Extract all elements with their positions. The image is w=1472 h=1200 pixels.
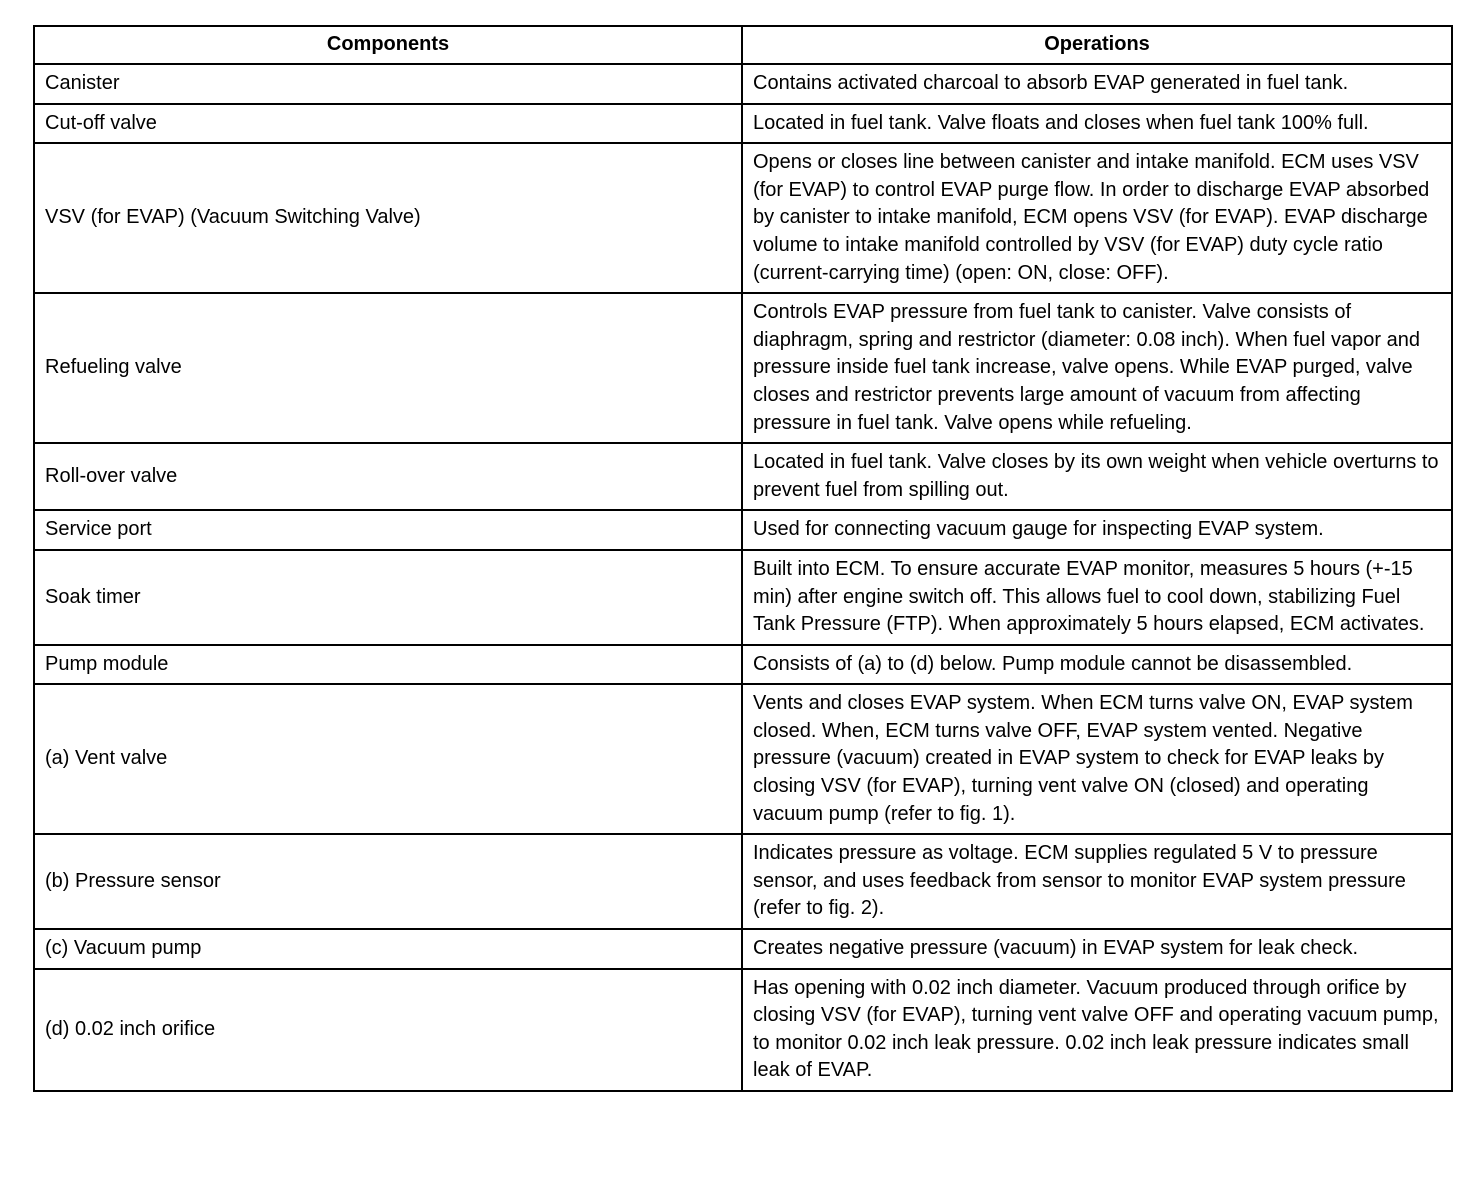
component-cell: (b) Pressure sensor (34, 834, 742, 929)
component-cell: (a) Vent valve (34, 684, 742, 834)
operation-cell: Controls EVAP pressure from fuel tank to canister. Valve consists of diaphragm, spring and restrictor (diameter: 0.08 inch). When fuel vapor and pressure inside fuel tank increase, valve opens. While EVAP purged, valve closes and restrictor prevents large amount of vacuum from affecting pressure in fuel tank. Valve opens while refueling. (742, 293, 1452, 443)
header-operations: Operations (742, 26, 1452, 64)
operation-cell: Has opening with 0.02 inch diameter. Vacuum produced through orifice by closing VSV (for EVAP), turning vent valve OFF and operating vacuum pump, to monitor 0.02 inch leak pressure. 0.02 inch leak pressure indicates small leak of EVAP. (742, 969, 1452, 1091)
operation-cell: Opens or closes line between canister and intake manifold. ECM uses VSV (for EVAP) to control EVAP purge flow. In order to discharge EVAP absorbed by canister to intake manifold, ECM opens VSV (for EVAP). EVAP discharge volume to intake manifold controlled by VSV (for EVAP) duty cycle ratio (current-carrying time) (open: ON, close: OFF). (742, 143, 1452, 293)
evap-components-table (33, 25, 1453, 1092)
operation-cell: Indicates pressure as voltage. ECM supplies regulated 5 V to pressure sensor, and uses feedback from sensor to monitor EVAP system pressure (refer to fig. 2). (742, 834, 1452, 929)
operation-cell: Used for connecting vacuum gauge for inspecting EVAP system. (742, 510, 1452, 550)
operation-cell: Contains activated charcoal to absorb EVAP generated in fuel tank. (742, 64, 1452, 104)
component-cell: Refueling valve (34, 293, 742, 443)
table-row (34, 929, 1452, 969)
header-components: Components (34, 26, 742, 64)
table-row (34, 834, 1452, 929)
operation-cell: Located in fuel tank. Valve floats and closes when fuel tank 100% full. (742, 104, 1452, 144)
table-row (34, 143, 1452, 293)
component-cell: (d) 0.02 inch orifice (34, 969, 742, 1091)
operation-cell: Located in fuel tank. Valve closes by its own weight when vehicle overturns to prevent fuel from spilling out. (742, 443, 1452, 510)
component-cell: VSV (for EVAP) (Vacuum Switching Valve) (34, 143, 742, 293)
operation-cell: Built into ECM. To ensure accurate EVAP monitor, measures 5 hours (+-15 min) after engine switch off. This allows fuel to cool down, stabilizing Fuel Tank Pressure (FTP). When approximately 5 hours elapsed, ECM activates. (742, 550, 1452, 645)
component-cell: Soak timer (34, 550, 742, 645)
table-row (34, 443, 1452, 510)
table-row (34, 969, 1452, 1091)
component-cell: Roll-over valve (34, 443, 742, 510)
component-cell: Cut-off valve (34, 104, 742, 144)
table-row (34, 684, 1452, 834)
table-row (34, 293, 1452, 443)
table-row (34, 64, 1452, 104)
table-row (34, 645, 1452, 685)
table-row (34, 550, 1452, 645)
operation-cell: Creates negative pressure (vacuum) in EVAP system for leak check. (742, 929, 1452, 969)
component-cell: Canister (34, 64, 742, 104)
table-header-row (34, 26, 1452, 64)
operation-cell: Vents and closes EVAP system. When ECM turns valve ON, EVAP system closed. When, ECM turns valve OFF, EVAP system vented. Negative pressure (vacuum) created in EVAP system to check for EVAP leaks by closing VSV (for EVAP), turning vent valve ON (closed) and operating vacuum pump (refer to fig. 1). (742, 684, 1452, 834)
component-cell: (c) Vacuum pump (34, 929, 742, 969)
table-row (34, 510, 1452, 550)
operation-cell: Consists of (a) to (d) below. Pump module cannot be disassembled. (742, 645, 1452, 685)
component-cell: Pump module (34, 645, 742, 685)
table-row (34, 104, 1452, 144)
component-cell: Service port (34, 510, 742, 550)
